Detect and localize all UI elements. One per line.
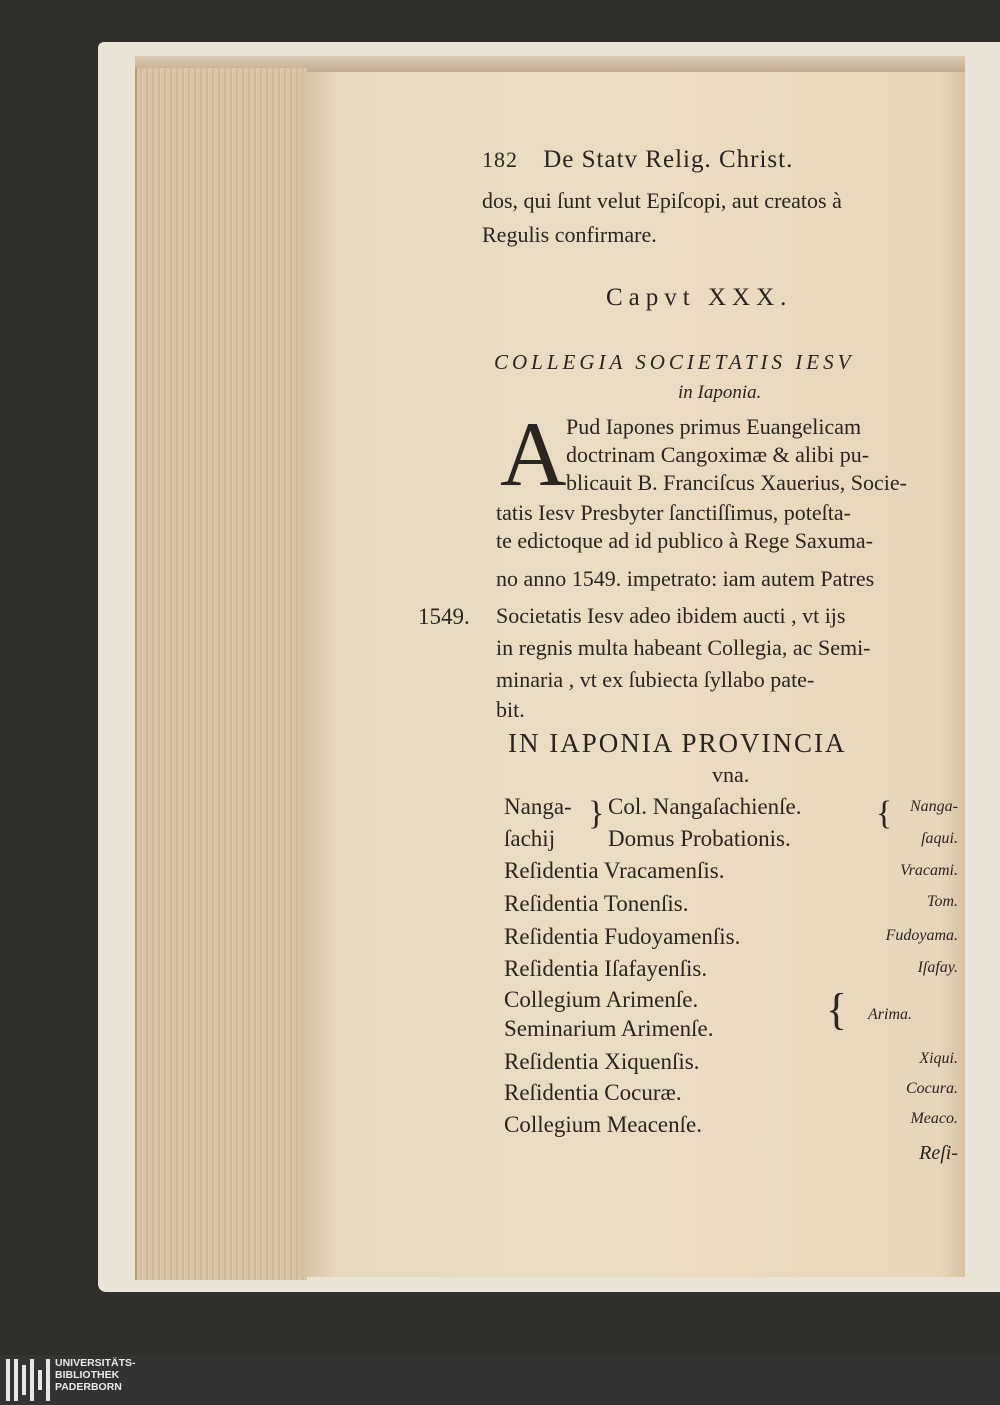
entry-name: Reſidentia Xiquenſis. xyxy=(504,1049,700,1074)
paragraph-line: minaria , vt ex ſubiecta ſyllabo pate- xyxy=(496,667,815,692)
entry-name: Collegium Arimenſe. xyxy=(504,987,699,1012)
paragraph-line: Pud Iapones primus Euangelicam xyxy=(566,414,862,439)
entry-name: Reſidentia Cocuræ. xyxy=(504,1080,682,1105)
chapter-subheading: in Iaponia. xyxy=(678,382,762,403)
brace-arima: { xyxy=(826,985,848,1034)
brace-left: } xyxy=(588,795,605,832)
paragraph-line: Societatis Iesv adeo ibidem aucti , vt ijs xyxy=(496,603,846,628)
entry-place: Xiqui. xyxy=(919,1050,958,1067)
entry-name: Reſidentia Vracamenſis. xyxy=(504,858,725,883)
entry-name: Collegium Meacenſe. xyxy=(504,1112,702,1137)
footer-bar xyxy=(0,1355,1000,1405)
chapter-heading: COLLEGIA SOCIETATIS IESV xyxy=(494,350,855,374)
brace-right: { xyxy=(876,795,893,832)
library-name xyxy=(55,1357,136,1393)
paragraph-line: in regnis multa habeant Collegia, ac Semi- xyxy=(496,635,871,660)
paragraph-line: no anno 1549. impetrato: iam autem Patres xyxy=(496,566,875,591)
paragraph-line: blicauit B. Franciſcus Xauerius, Socie- xyxy=(566,470,907,495)
entry-place: ſaqui. xyxy=(921,830,958,847)
province-title: IN IAPONIA PROVINCIA xyxy=(508,728,847,758)
body-line: Regulis confirmare. xyxy=(482,222,657,247)
province-subtitle: vna. xyxy=(712,762,750,787)
entry-name: Reſidentia Fudoyamenſis. xyxy=(504,924,741,949)
body-line: dos, qui ſunt velut Epiſcopi, aut creatos à xyxy=(482,188,842,213)
entry-name: Reſidentia Iſafayenſis. xyxy=(504,956,708,981)
page-edges xyxy=(135,68,307,1280)
paragraph-line: bit. xyxy=(496,697,525,722)
entry-place: Cocura. xyxy=(906,1080,958,1097)
entry-place: Iſafay. xyxy=(917,959,958,976)
entry-left-label: ſachij xyxy=(504,826,556,851)
paragraph-line: doctrinam Cangoximæ & alibi pu- xyxy=(566,442,870,467)
margin-year: 1549. xyxy=(418,604,470,629)
library-line: PADERBORN xyxy=(55,1381,122,1393)
paragraph-line: te edictoque ad id publico à Rege Saxuma- xyxy=(496,528,873,553)
paragraph-line: tatis Iesv Presbyter ſanctiſſimus, poteſta- xyxy=(496,500,851,525)
entry-place: Meaco. xyxy=(910,1110,958,1127)
chapter-title: Capvt XXX. xyxy=(606,284,793,311)
entry-place: Arima. xyxy=(868,1006,912,1023)
entry-name: Domus Probationis. xyxy=(608,826,791,851)
running-title: De Statv Relig. Christ. xyxy=(543,146,794,173)
entry-name: Col. Nangaſachienſe. xyxy=(608,794,802,819)
catchword: Reſi- xyxy=(919,1142,958,1164)
entry-left-label: Nanga- xyxy=(504,794,572,819)
library-logo-icon xyxy=(6,1359,50,1401)
entry-place: Nanga- xyxy=(910,798,958,815)
entry-place: Vracami. xyxy=(900,862,958,879)
page-number: 182 xyxy=(482,147,518,172)
running-header xyxy=(482,146,793,174)
library-line: UNIVERSITÄTS- xyxy=(55,1357,136,1369)
drop-cap: A xyxy=(500,403,567,505)
entry-place: Fudoyama. xyxy=(885,927,958,944)
entry-name: Seminarium Arimenſe. xyxy=(504,1016,714,1041)
library-line: BIBLIOTHEK xyxy=(55,1369,120,1381)
entry-place: Tom. xyxy=(927,893,958,910)
entry-name: Reſidentia Tonenſis. xyxy=(504,891,689,916)
